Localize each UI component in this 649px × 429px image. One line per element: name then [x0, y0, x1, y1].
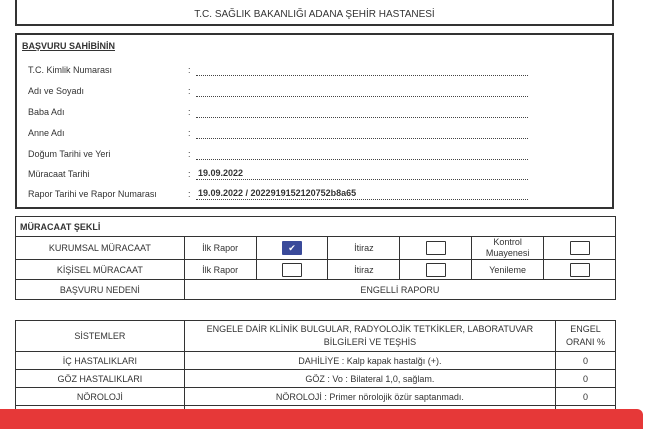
table-row: NÖROLOJİ NÖROLOJİ : Primer nörolojik özür saptanmadı. 0: [16, 388, 616, 406]
checkbox-personal-renewal[interactable]: [570, 263, 590, 277]
checkbox-personal-objection[interactable]: [426, 263, 446, 277]
checkbox-institutional-objection[interactable]: [426, 241, 446, 255]
table-row: KİŞİSEL MÜRACAAT İlk Rapor İtiraz Yenileme: [16, 260, 616, 280]
application-title: MÜRACAAT ŞEKLİ: [16, 217, 616, 237]
application-table: [15, 216, 616, 300]
report-value: 19.09.2022 / 2022919152120752b8a65: [196, 187, 528, 200]
father-value: [196, 105, 528, 118]
applicant-title: BAŞVURU SAHİBİNİN: [22, 41, 116, 51]
hospital-name: T.C. SAĞLIK BAKANLIĞI ADANA ŞEHİR HASTANESİ: [194, 9, 435, 20]
name-value: [196, 84, 528, 97]
table-row: GÖZ HASTALIKLARI GÖZ : Vo : Bilateral 1,0, sağlam. 0: [16, 370, 616, 388]
checkbox-institutional-first-report[interactable]: ✔: [282, 241, 302, 255]
personal-label: KİŞİSEL MÜRACAAT: [16, 260, 185, 280]
applicant-section: BAŞVURU SAHİBİNİN T.C. Kimlik Numarası : Adı ve Soyadı : Baba Adı : Anne Adı : Doğum Tarihi ve Yeri : Müracaat Tarihi : 19.09.2022 Rapor Tarihi ve Rapor Numarası : 19.09.2022 / 2022919152120752b8a65: [15, 33, 614, 209]
application-date-value: 19.09.2022: [196, 167, 528, 180]
reason-label: BAŞVURU NEDENİ: [16, 280, 185, 300]
institutional-label: KURUMSAL MÜRACAAT: [16, 237, 185, 260]
red-highlight-bar: [0, 409, 643, 429]
checkbox-personal-first-report[interactable]: [282, 263, 302, 277]
checkbox-institutional-control[interactable]: [570, 241, 590, 255]
birth-value: [196, 147, 528, 160]
tc-value: [196, 63, 528, 76]
hospital-header: [15, 0, 614, 26]
mother-value: [196, 126, 528, 139]
reason-value: ENGELLİ RAPORU: [184, 280, 615, 300]
table-row: [16, 280, 616, 300]
table-row: KURUMSAL MÜRACAAT İlk Rapor ✔ İtiraz Kontrol Muayenesi: [16, 237, 616, 260]
table-row: İÇ HASTALIKLARI DAHİLİYE : Kalp kapak hastalğı (+). 0: [16, 352, 616, 370]
systems-header: SİSTEMLER ENGELE DAİR KLİNİK BULGULAR, RADYOLOJİK TETKİKLER, LABORATUVAR BİLGİLERİ VE TEŞHİS ENGEL ORANI %: [16, 321, 616, 352]
